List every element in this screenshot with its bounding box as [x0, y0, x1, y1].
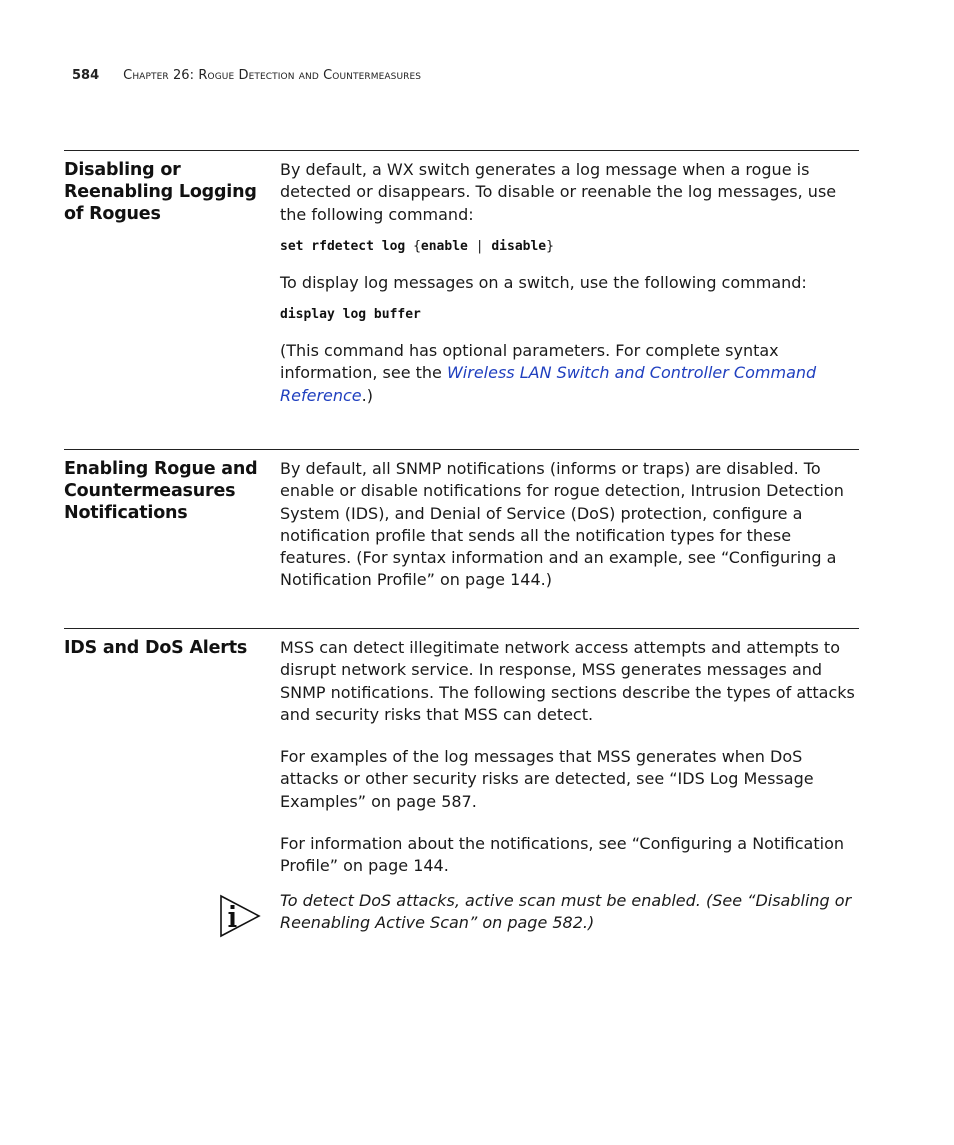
command-brace-open: {: [413, 238, 421, 254]
info-icon: [219, 894, 261, 938]
page-number: 584: [72, 68, 100, 83]
section-title: Enabling Rogue and Countermeasures Notifications: [64, 459, 258, 523]
command-option-enable: enable: [420, 238, 468, 254]
paragraph: By default, all SNMP notifications (informs or traps) are disabled. To enable or disable notifications for rogue detection, Intrusion Detection System (IDS), and Denial of Service (DoS) protection, configure a notification profile that sends all the notification types for these features. (For syntax information and an example, see “Configuring a Notification Profile” on page 144.): [280, 459, 844, 590]
section-body: [280, 458, 862, 592]
command-reference-link[interactable]: Wireless LAN Switch and Controller Command Reference: [280, 363, 817, 405]
section-body: [280, 637, 862, 878]
paragraph: MSS can detect illegitimate network access attempts and attempts to disrupt network service. In response, MSS generates messages and SNMP notifications. The following sections describe the types of attacks and security risks that MSS can detect.: [280, 638, 855, 724]
command-keyword: display log buffer: [280, 307, 421, 323]
command-line: [280, 238, 862, 256]
running-header: [72, 68, 421, 83]
note-text: To detect DoS attacks, active scan must be enabled. (See “Disabling or Reenabling Active Scan” on page 582.): [280, 891, 852, 933]
paragraph-text: (This command has optional parameters. For complete syntax information, see the: [280, 341, 779, 383]
section-enabling-notifications: [64, 449, 859, 620]
paragraph: For examples of the log messages that MSS generates when DoS attacks or other security risks are detected, see “IDS Log Message Examples” on page 587.: [280, 747, 814, 811]
paragraph: By default, a WX switch generates a log message when a rogue is detected or disappears. To disable or reenable the log messages, use the following command:: [280, 160, 837, 224]
info-note: [219, 890, 859, 950]
paragraph: For information about the notifications, see “Configuring a Notification Profile” on page 144.: [280, 834, 844, 876]
paragraph-text: .): [361, 385, 373, 405]
command-line: [280, 306, 862, 324]
command-option-disable: disable: [491, 238, 547, 254]
paragraph: To display log messages on a switch, use the following command:: [280, 272, 807, 292]
section-title: Disabling or Reenabling Logging of Rogues: [64, 160, 257, 224]
section-ids-dos-alerts: [64, 628, 859, 889]
paragraph: [280, 340, 862, 407]
section-disabling-logging: [64, 150, 859, 441]
command-brace-close: }: [546, 238, 554, 254]
section-title: IDS and DoS Alerts: [64, 638, 248, 658]
command-separator: |: [475, 238, 484, 254]
command-keyword: set rfdetect log: [280, 238, 406, 254]
chapter-title: Chapter 26: Rogue Detection and Countermeasures: [123, 68, 422, 83]
section-body: [280, 159, 862, 407]
